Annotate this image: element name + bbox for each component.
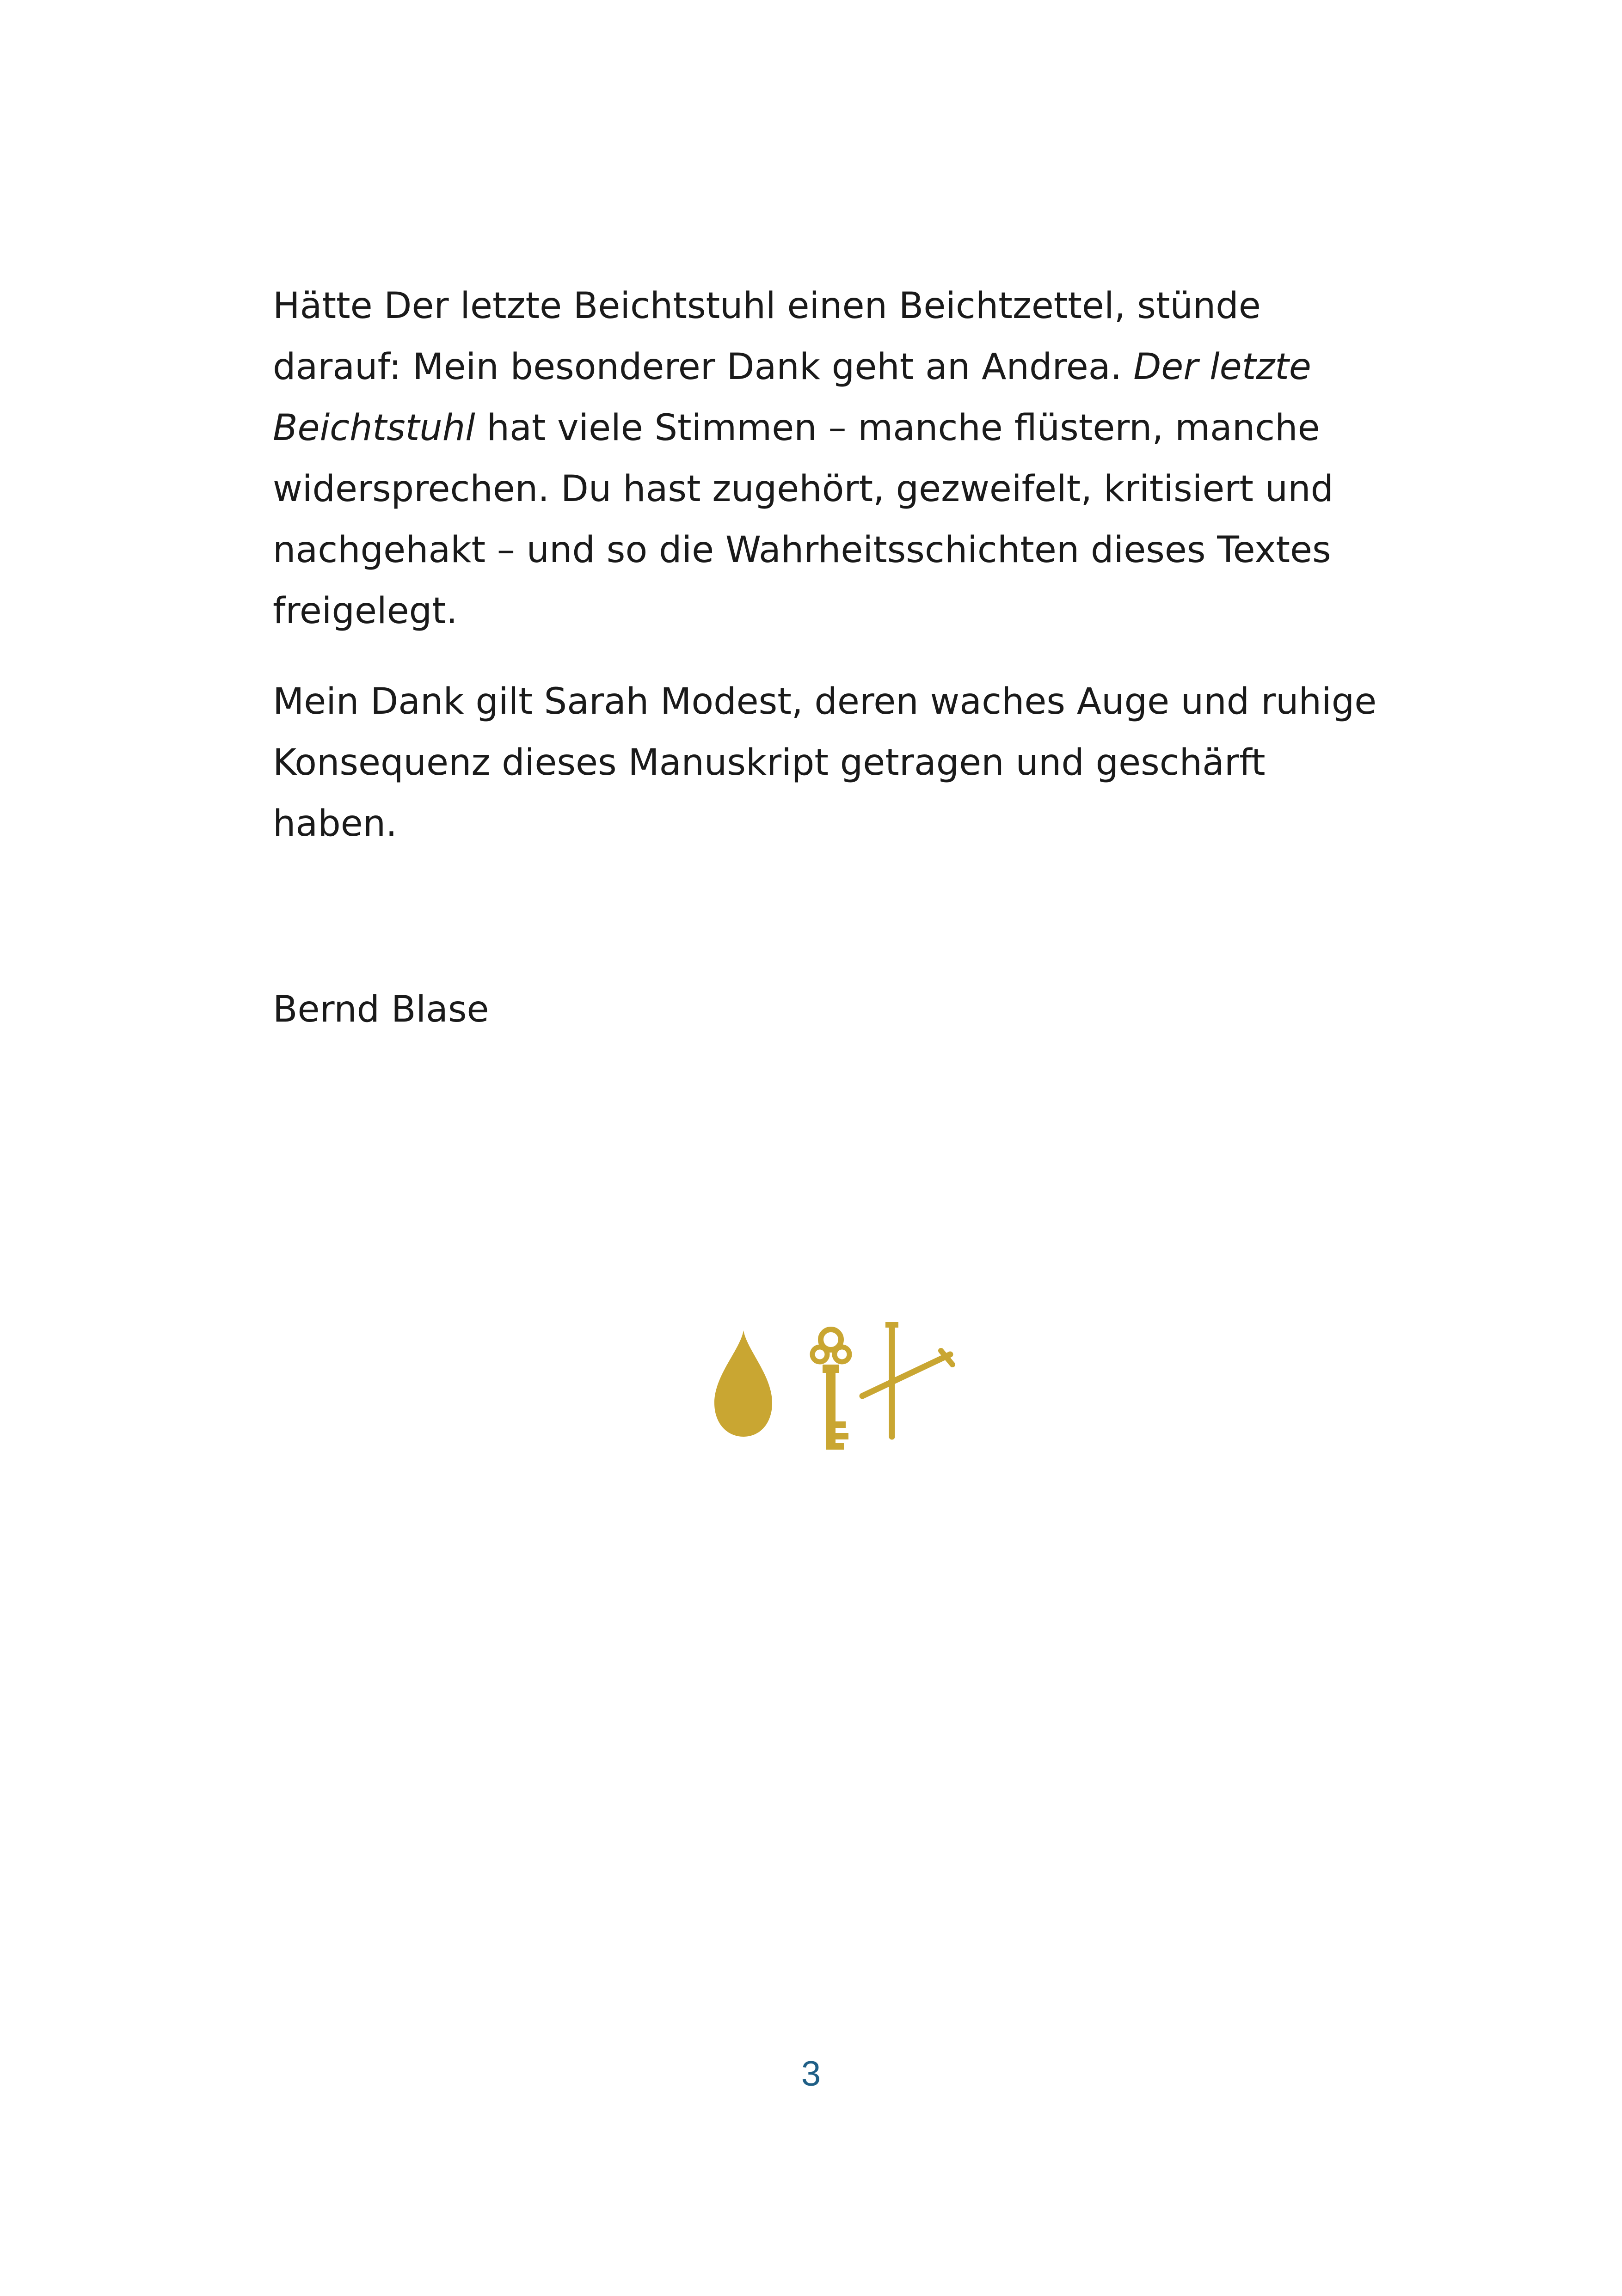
paragraph-acknowledgement-sarah: Mein Dank gilt Sarah Modest, deren waches Auge und ruhige Konsequenz dieses Manuskript getragen und geschärft haben. (273, 681, 1377, 845)
key-icon (812, 1329, 849, 1450)
emblem-ornament (710, 1322, 969, 1461)
book-title-emphasis: Der letzte Beichtstuhl (273, 346, 1311, 449)
paragraph-text-part: hat viele Stimmen – manche flüstern, manche widersprechen. Du hast zugehört, gezweifelt, kritisiert und nachgehakt – und so die Wahrheitsschichten dieses Textes freigelegt. (273, 407, 1334, 632)
drop-icon (714, 1330, 772, 1437)
nail-cross-icon (862, 1322, 952, 1437)
acknowledgements-text (273, 276, 1392, 854)
paragraph-text-part: Hätte Der letzte Beichtstuhl einen Beichtzettel, stünde darauf: Mein besonderer Dank geht an Andrea. (273, 285, 1261, 388)
paragraph-acknowledgement-andrea (273, 276, 1392, 642)
page-number: 3 (801, 2054, 821, 2094)
author-signature: Bernd Blase (273, 989, 489, 1030)
